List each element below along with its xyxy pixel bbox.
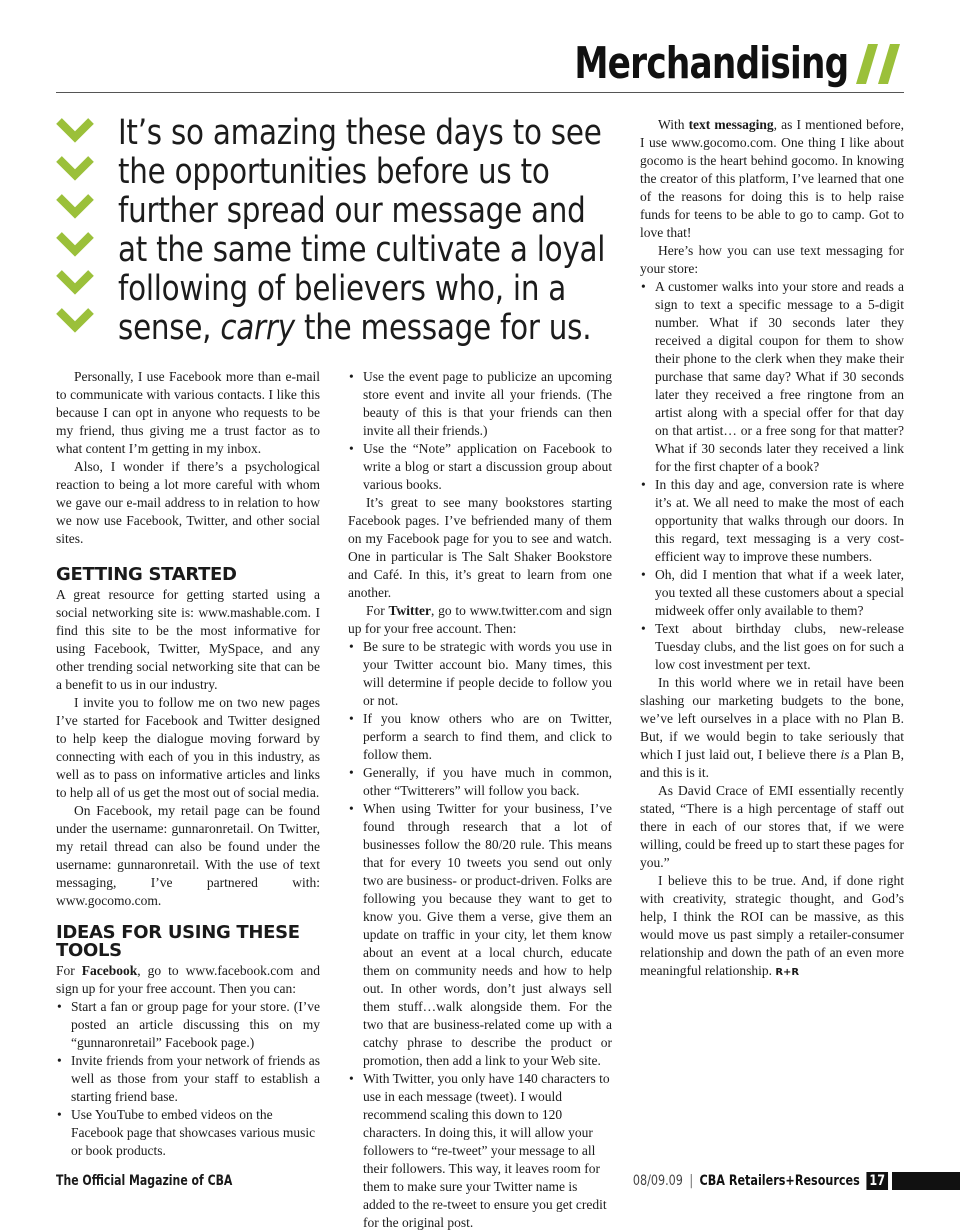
- chevron-column: [55, 117, 97, 347]
- magazine-tagline: The Official Magazine of CBA: [56, 1173, 233, 1189]
- list-item: • Text about birthday clubs, new-release Tuesday clubs, and the list goes on for such a low cost investment per text.: [640, 620, 904, 674]
- text: For: [366, 603, 389, 618]
- footer-bar: [892, 1172, 960, 1190]
- text: , go to www.twitter.com and sign up for your free account. Then:: [348, 603, 612, 636]
- list-item: • When using Twitter for your business, I’ve found through research that a lot of businesses follow the 80/20 rule. This means that for every 10 tweets you send out only two are business- or product-driven. Folks are following you because they want to get to know you. Give them a verse, give them an update on traffic in your city, let them know about an event at a local church, educate them on community needs and how to help out. In other words, don’t just always sell them stuff…walk alongside them. For the two that are business-related come up with a catchy phrase to describe the product or promotion, then add a link to your Web site.: [348, 800, 612, 1070]
- pull-quote-text: the message for us.: [294, 308, 592, 348]
- paragraph: Personally, I use Facebook more than e-mail to communicate with various contacts. I like this because I can opt in anyone who requests to be my friend, thus giving me a trust factor as to what content I’m getting in my inbox.: [56, 369, 320, 456]
- list-item-text: With Twitter, you only have 140 characters to use in each message (tweet). I would recommend scaling this down to 120 characters. In doing this, it will allow your followers to “re-tweet” your message to all their followers. This way, it leaves room for them to make sure your Twitter name is added to the re-tweet to ensure you get credit for the original post.: [363, 1071, 610, 1230]
- paragraph: [640, 116, 904, 242]
- paragraph: Also, I wonder if there’s a psychological reaction to being a lot more careful with whom we gave our e-mail address to in relation to how we now use Facebook, Twitter, and other social sites.: [56, 459, 320, 546]
- list-item: • Invite friends from your network of friends as well as those from your staff to establish a starting friend base.: [56, 1052, 320, 1106]
- text: a Plan B, and this is it.: [640, 747, 904, 780]
- paragraph: [56, 962, 320, 998]
- paragraph: It’s great to see many bookstores starting Facebook pages. I’ve befriended many of them on my Facebook page for you to see and watch. One in particular is The Salt Shaker Bookstore and Café. In this, it’s great to learn from one another.: [348, 495, 612, 600]
- text: , go to www.facebook.com and sign up for your free account. Then you can:: [56, 963, 320, 996]
- paragraph: [640, 674, 904, 782]
- bold-text: Twitter: [388, 603, 431, 618]
- paragraph: [640, 872, 904, 982]
- pull-quote: [118, 114, 618, 348]
- issue-date: 08/09.09: [632, 1173, 683, 1189]
- article-column-2: [348, 368, 612, 1232]
- section-title: Merchandising: [573, 38, 848, 89]
- pull-quote-emphasis: carry: [220, 308, 295, 348]
- paragraph: [348, 602, 612, 638]
- pull-quote-line-last: [118, 308, 592, 348]
- pull-quote-line: at the same time cultivate a loyal: [118, 230, 606, 270]
- facebook-tips-list-continued: [348, 368, 612, 494]
- list-item: [348, 1070, 612, 1232]
- list-item: • Use the event page to publicize an upcoming store event and invite all your friends. (The beauty of this is that your friends can then invite all their friends.): [348, 368, 612, 440]
- text: With: [658, 117, 689, 132]
- bold-text: Facebook: [81, 963, 138, 978]
- article-column-1: [56, 368, 320, 1160]
- list-item: • Use the “Note” application on Facebook to write a blog or start a discussion group about various books.: [348, 440, 612, 494]
- twitter-tips-list: [348, 638, 612, 1232]
- chevron-down-icon: [55, 117, 97, 347]
- end-mark: R+R: [775, 967, 800, 978]
- footer-info: [633, 1172, 888, 1190]
- article-column-3: [640, 116, 904, 982]
- list-item: • If you know others who are on Twitter, perform a search to find them, and click to follow them.: [348, 710, 612, 764]
- paragraph: A great resource for getting started using a social networking site is: www.mashable.com. I find this site to be the most informative for using Facebook, Twitter, MySpace, and any other trending social networking site that can be a benefit to us in our industry.: [56, 587, 320, 692]
- text: , as I mentioned before, I use www.gocomo.com. One thing I like about gocomo is the heart behind gocomo. In knowing the creator of this platform, I’ve learned that one of the reasons for doing this is to help raise funds for teens to be able to go to camp. Got to love that!: [640, 117, 905, 240]
- text-messaging-tips-list: [640, 278, 904, 674]
- text: For: [56, 963, 82, 978]
- pull-quote-line: the opportunities before us to: [118, 152, 550, 192]
- list-item: • Oh, did I mention that what if a week later, you texted all these customers about a special midweek offer only available to them?: [640, 566, 904, 620]
- list-item: • A customer walks into your store and reads a sign to text a specific message to a 5-digit number. What if 30 seconds later they received a digital coupon for them to show their phone to the clerk when they make their purchase that same day? What if 30 seconds later they received a free ringtone from an artist along with a special offer for that day on that artist… or a free song for that matter? What if 30 seconds later they received a link for the first chapter of a book?: [640, 278, 904, 476]
- emphasis-text: is: [840, 747, 850, 762]
- pull-quote-line: It’s so amazing these days to see: [118, 113, 602, 153]
- header-rule: [56, 92, 904, 93]
- list-item: [56, 1106, 320, 1160]
- list-item: • Start a fan or group page for your store. (I’ve posted an article discussing this on my “gunnaronretail” Facebook page.): [56, 998, 320, 1052]
- pull-quote-line: following of believers who, in a: [118, 269, 567, 309]
- section-heading: GETTING STARTED: [56, 564, 237, 585]
- magazine-name: CBA Retailers+Resources: [699, 1173, 860, 1189]
- paragraph: Here’s how you can use text messaging for your store:: [640, 243, 904, 276]
- pull-quote-line: further spread our message and: [118, 191, 586, 231]
- text: I believe this to be true. And, if done right with creativity, strategic thought, and God’s help, I think the ROI can be massive, as this would move us past simply a retailer-consumer relationship and down the path of an even more meaningful relationship.: [640, 873, 904, 978]
- facebook-tips-list: [56, 998, 320, 1160]
- bold-text: text messaging: [688, 117, 774, 132]
- paragraph: As David Crace of EMI essentially recently stated, “There is a high percentage of staff out there in each of our stores that, if we were willing, could be freed up to start these pages for you.”: [640, 783, 904, 870]
- text: In this world where we in retail have been slashing our marketing budgets to the bone, we’ve left ourselves in a place with no Plan B. But, if we would begin to take seriously that which I just laid out, I believe there: [640, 675, 904, 762]
- list-item: • Generally, if you have much in common, other “Twitterers” will follow you back.: [348, 764, 612, 800]
- list-item: • Be sure to be strategic with words you use in your Twitter account bio. Many times, this will determine if people decide to follow you or not.: [348, 638, 612, 710]
- paragraph: On Facebook, my retail page can be found under the username: gunnaronretail. On Twitter, my retail thread can also be found under the username: gunnaronretail. With the use of text messaging, I’ve partnered with: www.gocomo.com.: [56, 803, 320, 908]
- page-number: 17: [866, 1172, 888, 1190]
- footer-separator: |: [689, 1173, 693, 1189]
- double-slash-accent-icon: [854, 40, 904, 88]
- list-item: • In this day and age, conversion rate is where it’s at. We all need to make the most of each opportunity that walks through our doors. In this regard, text messaging is a very cost-efficient way to improve these numbers.: [640, 476, 904, 566]
- section-heading: IDEAS FOR USING THESE TOOLS: [56, 922, 300, 961]
- pull-quote-text: sense,: [118, 308, 221, 348]
- list-item-text: Use YouTube to embed videos on the Facebook page that showcases various music or book products.: [71, 1107, 316, 1158]
- paragraph: I invite you to follow me on two new pages I’ve started for Facebook and Twitter designed to help keep the dialogue moving forward by connecting with each of you in this industry, as well as to pass on informative articles and links to help all of us get the most out of social media.: [56, 695, 320, 800]
